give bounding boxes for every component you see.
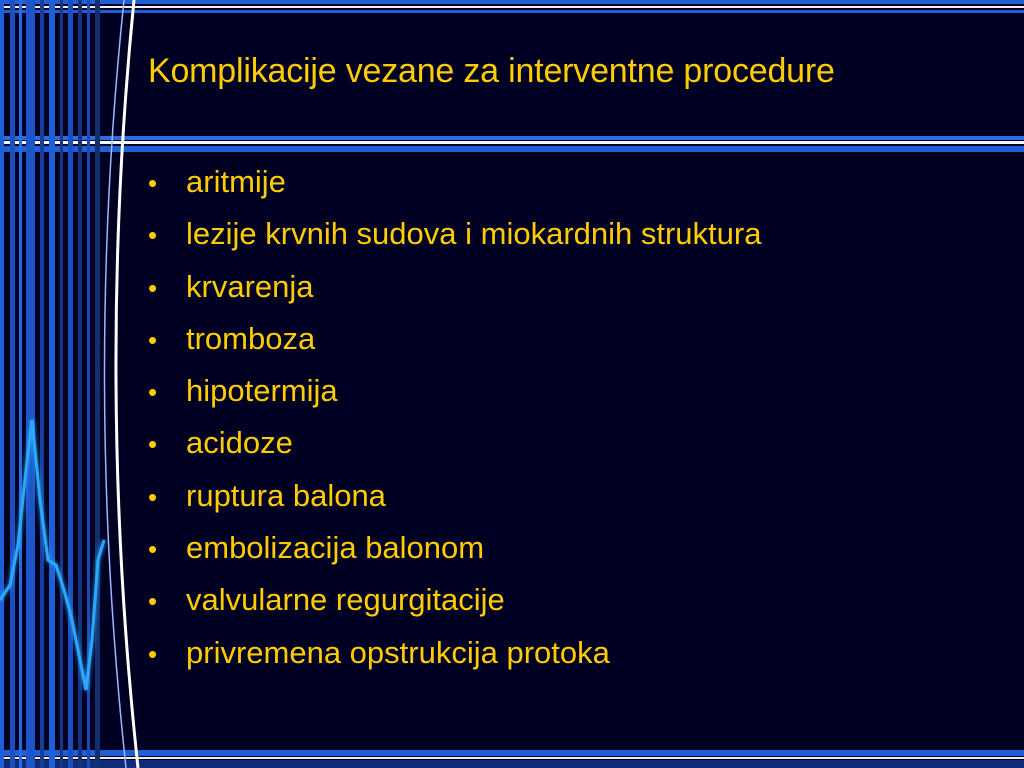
list-item-text: hipotermija (186, 373, 338, 409)
list-item-text: privremena opstrukcija protoka (186, 634, 610, 670)
list-item (140, 470, 761, 522)
bullet-icon: • (148, 272, 158, 303)
left-stripes (0, 0, 100, 768)
list-item (140, 522, 761, 574)
bullet-icon: • (148, 429, 158, 460)
list-item-text: lezije krvnih sudova i miokardnih struktura (186, 216, 762, 252)
list-item (140, 365, 761, 417)
list-item-text: acidoze (186, 425, 293, 461)
list-item (140, 156, 761, 208)
bullet-icon: • (148, 534, 158, 565)
list-item (140, 574, 761, 626)
bullet-icon: • (148, 586, 158, 617)
list-item-text: tromboza (186, 320, 316, 356)
list-item (140, 313, 761, 365)
top-band (0, 0, 1024, 13)
header-divider (0, 136, 1024, 152)
bullet-icon: • (148, 168, 158, 198)
list-item-text: ruptura balona (186, 477, 386, 513)
bullet-icon: • (148, 377, 158, 408)
bullet-icon: • (148, 638, 158, 669)
slide-title: Komplikacije vezane za interventne procedure (148, 52, 835, 90)
list-item (140, 627, 761, 679)
list-item-text: krvarenja (186, 268, 314, 304)
list-item-text: valvularne regurgitacije (186, 582, 505, 618)
list-item-text: aritmije (186, 164, 286, 199)
curved-accent-lines (104, 0, 138, 768)
bullet-icon: • (148, 324, 158, 355)
bullet-icon: • (148, 220, 158, 251)
bottom-band (0, 750, 1024, 768)
bullet-icon: • (148, 481, 158, 512)
list-item (140, 208, 761, 260)
list-item-text: embolizacija balonom (186, 530, 485, 566)
list-item (140, 417, 761, 469)
bullet-list (140, 156, 761, 679)
list-item (140, 261, 761, 313)
